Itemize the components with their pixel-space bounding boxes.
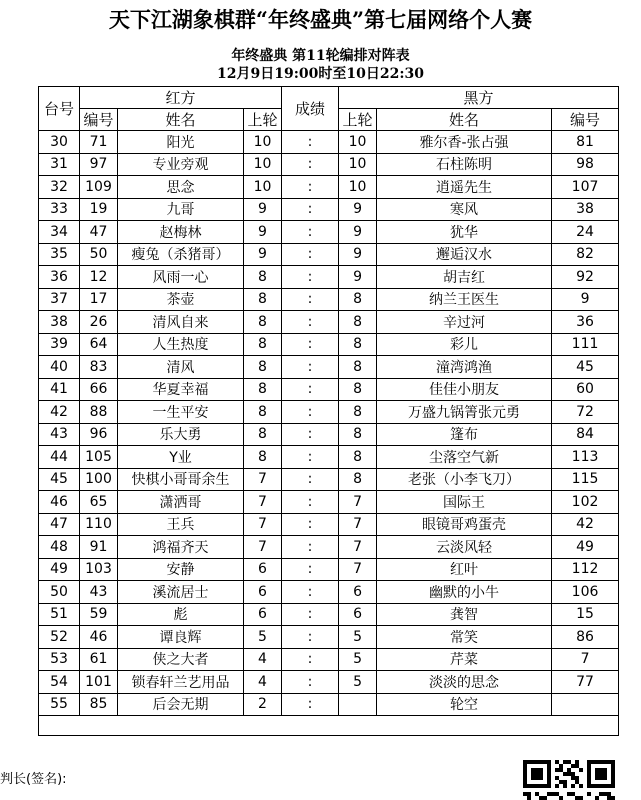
red-name: 思念 [118, 176, 244, 199]
black-id: 15 [552, 603, 619, 626]
black-id: 7 [552, 648, 619, 671]
black-prev-score: 7 [339, 558, 377, 581]
black-prev-score: 8 [339, 356, 377, 379]
black-prev-score: 9 [339, 266, 377, 289]
red-name: 王兵 [118, 513, 244, 536]
red-prev-score: 8 [244, 446, 282, 469]
black-name: 龚智 [377, 603, 552, 626]
table-row [39, 221, 619, 244]
black-name: 轮空 [377, 693, 552, 716]
pairing-table [38, 86, 619, 736]
table-row [39, 693, 619, 716]
black-prev-score: 8 [339, 288, 377, 311]
black-prev-score: 7 [339, 513, 377, 536]
red-id: 17 [80, 288, 118, 311]
black-name: 寒风 [377, 198, 552, 221]
black-prev-score: 5 [339, 671, 377, 694]
red-prev-score: 8 [244, 333, 282, 356]
red-prev-score: 9 [244, 221, 282, 244]
qr-code-image [523, 760, 615, 800]
red-name: 瘦兔（杀猪哥） [118, 243, 244, 266]
red-name: 阳光 [118, 131, 244, 154]
red-name: 后会无期 [118, 693, 244, 716]
board-number: 36 [39, 266, 80, 289]
black-prev-score: 9 [339, 243, 377, 266]
red-id: 105 [80, 446, 118, 469]
result: : [282, 198, 339, 221]
header-red: 红方 [80, 87, 282, 109]
black-id: 102 [552, 491, 619, 514]
red-id: 64 [80, 333, 118, 356]
header-black-name: 姓名 [377, 109, 552, 131]
board-number: 37 [39, 288, 80, 311]
red-id: 101 [80, 671, 118, 694]
table-row [39, 603, 619, 626]
board-number: 54 [39, 671, 80, 694]
result: : [282, 513, 339, 536]
result: : [282, 693, 339, 716]
result: : [282, 153, 339, 176]
red-id: 71 [80, 131, 118, 154]
result: : [282, 333, 339, 356]
table-row [39, 491, 619, 514]
result: : [282, 288, 339, 311]
judge-signature-label: 判长(签名): [0, 772, 67, 787]
red-id: 26 [80, 311, 118, 334]
black-name: 尘落空气新 [377, 446, 552, 469]
black-id: 92 [552, 266, 619, 289]
result: : [282, 468, 339, 491]
result: : [282, 243, 339, 266]
black-name: 淡淡的思念 [377, 671, 552, 694]
red-name: 清风自来 [118, 311, 244, 334]
red-name: 鸿福齐天 [118, 536, 244, 559]
red-prev-score: 8 [244, 423, 282, 446]
black-prev-score: 5 [339, 648, 377, 671]
red-name: 华夏幸福 [118, 378, 244, 401]
board-number: 44 [39, 446, 80, 469]
table-row [39, 581, 619, 604]
empty-cell [39, 716, 619, 736]
header-row-1 [39, 87, 619, 109]
black-name: 潼湾鸿渔 [377, 356, 552, 379]
black-name: 篷布 [377, 423, 552, 446]
pairing-rows [39, 131, 619, 736]
board-number: 43 [39, 423, 80, 446]
black-prev-score: 8 [339, 333, 377, 356]
red-name: 侠之大者 [118, 648, 244, 671]
table-row [39, 671, 619, 694]
board-number: 55 [39, 693, 80, 716]
header-black: 黑方 [339, 87, 619, 109]
black-id [552, 693, 619, 716]
header-red-name: 姓名 [118, 109, 244, 131]
table-row [39, 176, 619, 199]
board-number: 31 [39, 153, 80, 176]
black-id: 86 [552, 626, 619, 649]
red-id: 85 [80, 693, 118, 716]
red-id: 91 [80, 536, 118, 559]
table-row [39, 243, 619, 266]
red-id: 61 [80, 648, 118, 671]
red-name: 潇洒哥 [118, 491, 244, 514]
result: : [282, 581, 339, 604]
black-name: 常笑 [377, 626, 552, 649]
black-prev-score: 10 [339, 131, 377, 154]
result: : [282, 311, 339, 334]
table-row [39, 333, 619, 356]
board-number: 53 [39, 648, 80, 671]
red-id: 109 [80, 176, 118, 199]
table-row [39, 536, 619, 559]
black-id: 45 [552, 356, 619, 379]
result: : [282, 603, 339, 626]
black-name: 云淡风轻 [377, 536, 552, 559]
red-prev-score: 7 [244, 491, 282, 514]
table-row [39, 356, 619, 379]
table-row [39, 626, 619, 649]
red-name: Y业 [118, 446, 244, 469]
red-prev-score: 6 [244, 581, 282, 604]
black-name: 犹华 [377, 221, 552, 244]
header-black-id: 编号 [552, 109, 619, 131]
black-id: 106 [552, 581, 619, 604]
red-id: 110 [80, 513, 118, 536]
result: : [282, 176, 339, 199]
red-name: 九哥 [118, 198, 244, 221]
black-id: 84 [552, 423, 619, 446]
black-name: 雅尔香-张占强 [377, 131, 552, 154]
red-prev-score: 10 [244, 176, 282, 199]
red-id: 88 [80, 401, 118, 424]
red-id: 43 [80, 581, 118, 604]
black-prev-score: 7 [339, 491, 377, 514]
black-prev-score: 9 [339, 198, 377, 221]
black-name: 彩儿 [377, 333, 552, 356]
black-prev-score: 8 [339, 423, 377, 446]
black-id: 72 [552, 401, 619, 424]
red-id: 19 [80, 198, 118, 221]
black-id: 112 [552, 558, 619, 581]
red-id: 83 [80, 356, 118, 379]
red-id: 96 [80, 423, 118, 446]
board-number: 39 [39, 333, 80, 356]
red-prev-score: 8 [244, 311, 282, 334]
table-row [39, 468, 619, 491]
table-row [39, 513, 619, 536]
board-number: 51 [39, 603, 80, 626]
red-prev-score: 10 [244, 131, 282, 154]
red-name: 赵梅林 [118, 221, 244, 244]
black-prev-score: 6 [339, 581, 377, 604]
table-row [39, 446, 619, 469]
red-name: 乐大勇 [118, 423, 244, 446]
black-name: 红叶 [377, 558, 552, 581]
result: : [282, 356, 339, 379]
result: : [282, 423, 339, 446]
page-title: 天下江湖象棋群“年终盛典”第七届网络个人赛 [108, 7, 533, 32]
red-prev-score: 6 [244, 603, 282, 626]
red-prev-score: 7 [244, 468, 282, 491]
black-prev-score: 9 [339, 221, 377, 244]
board-number: 38 [39, 311, 80, 334]
table-row [39, 153, 619, 176]
black-prev-score: 10 [339, 176, 377, 199]
red-id: 97 [80, 153, 118, 176]
red-id: 12 [80, 266, 118, 289]
table-row [39, 266, 619, 289]
black-id: 113 [552, 446, 619, 469]
black-name: 幽默的小牛 [377, 581, 552, 604]
black-name: 纳兰王医生 [377, 288, 552, 311]
red-id: 46 [80, 626, 118, 649]
result: : [282, 221, 339, 244]
red-prev-score: 4 [244, 648, 282, 671]
table-row [39, 311, 619, 334]
red-name: 谭良辉 [118, 626, 244, 649]
red-prev-score: 7 [244, 513, 282, 536]
red-prev-score: 8 [244, 266, 282, 289]
empty-row [39, 716, 619, 736]
black-id: 111 [552, 333, 619, 356]
red-name: 人生热度 [118, 333, 244, 356]
black-prev-score: 8 [339, 311, 377, 334]
black-name: 老张（小李飞刀） [377, 468, 552, 491]
red-prev-score: 8 [244, 401, 282, 424]
board-number: 42 [39, 401, 80, 424]
result: : [282, 626, 339, 649]
black-prev-score: 8 [339, 446, 377, 469]
table-row [39, 648, 619, 671]
board-number: 49 [39, 558, 80, 581]
red-id: 103 [80, 558, 118, 581]
red-name: 一生平安 [118, 401, 244, 424]
red-prev-score: 2 [244, 693, 282, 716]
black-id: 36 [552, 311, 619, 334]
black-id: 82 [552, 243, 619, 266]
table-row [39, 288, 619, 311]
board-number: 35 [39, 243, 80, 266]
result: : [282, 266, 339, 289]
red-name: 清风 [118, 356, 244, 379]
black-name: 眼镜哥鸡蛋壳 [377, 513, 552, 536]
black-name: 芹菜 [377, 648, 552, 671]
black-prev-score [339, 693, 377, 716]
black-name: 逍遥先生 [377, 176, 552, 199]
black-prev-score: 6 [339, 603, 377, 626]
red-prev-score: 10 [244, 153, 282, 176]
red-prev-score: 5 [244, 626, 282, 649]
table-row [39, 401, 619, 424]
board-number: 46 [39, 491, 80, 514]
board-number: 50 [39, 581, 80, 604]
red-name: 快棋小哥哥余生 [118, 468, 244, 491]
red-name: 风雨一心 [118, 266, 244, 289]
header-red-id: 编号 [80, 109, 118, 131]
result: : [282, 671, 339, 694]
black-id: 98 [552, 153, 619, 176]
black-id: 24 [552, 221, 619, 244]
table-row [39, 131, 619, 154]
black-name: 胡吉红 [377, 266, 552, 289]
black-id: 77 [552, 671, 619, 694]
board-number: 33 [39, 198, 80, 221]
result: : [282, 491, 339, 514]
black-name: 辛过河 [377, 311, 552, 334]
red-prev-score: 8 [244, 288, 282, 311]
black-name: 石柱陈明 [377, 153, 552, 176]
red-prev-score: 8 [244, 378, 282, 401]
header-black-prev: 上轮 [339, 109, 377, 131]
table-row [39, 558, 619, 581]
table-row [39, 198, 619, 221]
result: : [282, 648, 339, 671]
time-range: 12月9日19:00时至10日22:30 [217, 66, 424, 82]
table-row [39, 423, 619, 446]
black-name: 万盛九锅箐张元勇 [377, 401, 552, 424]
result: : [282, 131, 339, 154]
black-prev-score: 8 [339, 468, 377, 491]
red-name: 专业旁观 [118, 153, 244, 176]
red-id: 50 [80, 243, 118, 266]
board-number: 40 [39, 356, 80, 379]
black-name: 邂逅汉水 [377, 243, 552, 266]
black-prev-score: 7 [339, 536, 377, 559]
black-id: 49 [552, 536, 619, 559]
red-id: 100 [80, 468, 118, 491]
result: : [282, 401, 339, 424]
black-prev-score: 8 [339, 378, 377, 401]
red-id: 65 [80, 491, 118, 514]
black-prev-score: 8 [339, 401, 377, 424]
board-number: 47 [39, 513, 80, 536]
red-id: 66 [80, 378, 118, 401]
result: : [282, 378, 339, 401]
red-name: 锁春轩兰艺用品 [118, 671, 244, 694]
board-number: 45 [39, 468, 80, 491]
red-prev-score: 4 [244, 671, 282, 694]
red-prev-score: 9 [244, 243, 282, 266]
red-id: 47 [80, 221, 118, 244]
result: : [282, 558, 339, 581]
board-number: 30 [39, 131, 80, 154]
black-id: 81 [552, 131, 619, 154]
red-prev-score: 9 [244, 198, 282, 221]
black-id: 115 [552, 468, 619, 491]
board-number: 34 [39, 221, 80, 244]
black-prev-score: 10 [339, 153, 377, 176]
table-row [39, 378, 619, 401]
header-board: 台号 [39, 87, 80, 131]
board-number: 32 [39, 176, 80, 199]
result: : [282, 536, 339, 559]
red-name: 溪流居士 [118, 581, 244, 604]
black-id: 60 [552, 378, 619, 401]
black-prev-score: 5 [339, 626, 377, 649]
black-name: 国际王 [377, 491, 552, 514]
black-id: 9 [552, 288, 619, 311]
header-result: 成绩 [282, 87, 339, 131]
black-id: 107 [552, 176, 619, 199]
board-number: 52 [39, 626, 80, 649]
result: : [282, 446, 339, 469]
red-id: 59 [80, 603, 118, 626]
red-name: 彪 [118, 603, 244, 626]
board-number: 41 [39, 378, 80, 401]
red-name: 安静 [118, 558, 244, 581]
red-prev-score: 6 [244, 558, 282, 581]
red-name: 茶壶 [118, 288, 244, 311]
round-subtitle: 年终盛典 第11轮编排对阵表 [231, 48, 410, 64]
header-red-prev: 上轮 [244, 109, 282, 131]
red-prev-score: 8 [244, 356, 282, 379]
board-number: 48 [39, 536, 80, 559]
black-id: 38 [552, 198, 619, 221]
black-name: 佳佳小朋友 [377, 378, 552, 401]
black-id: 42 [552, 513, 619, 536]
red-prev-score: 7 [244, 536, 282, 559]
